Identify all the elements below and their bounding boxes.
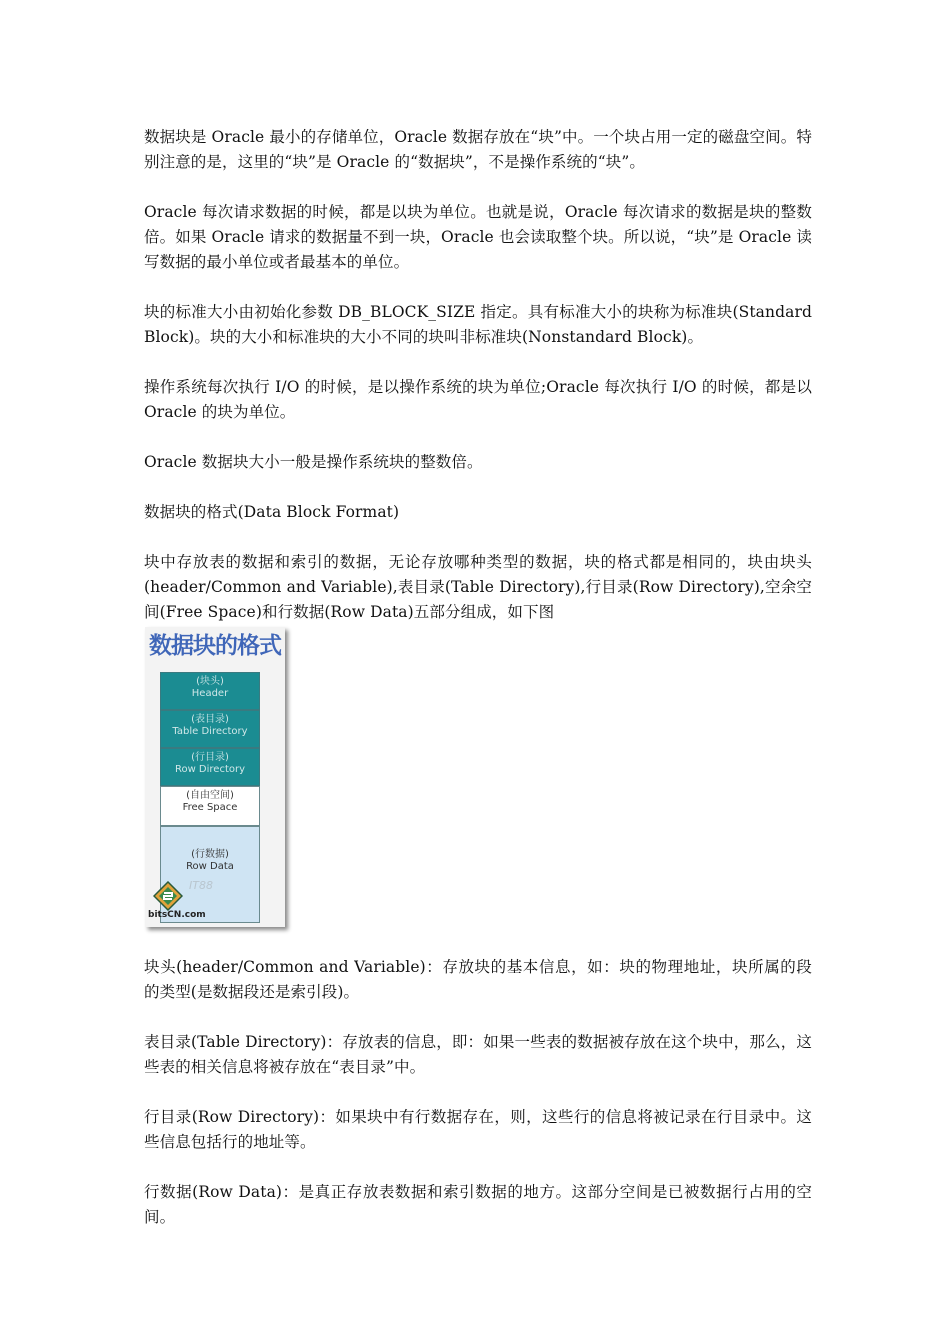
block-header xyxy=(160,672,260,710)
paragraph-table-directory: 表目录(Table Directory)：存放表的信息，即：如果一些表的数据被存放在这个块中，那么，这些表的相关信息将被存放在“表目录”中。 xyxy=(144,1033,812,1076)
block-row-data-en: Row Data xyxy=(186,861,234,872)
paragraph-io: 操作系统每次执行 I/O 的时候，是以操作系统的块为单位;Oracle 每次执行 I/O 的时候，都是以 Oracle 的块为单位。 xyxy=(144,378,812,421)
block-free-space-cn: (自由空间) xyxy=(186,790,234,801)
paragraph-intro: 数据块是 Oracle 最小的存储单位，Oracle 数据存放在“块”中。一个块占用一定的磁盘空间。特别注意的是，这里的“块”是 Oracle 的“数据块”，不是操作系统的“块”。 xyxy=(144,128,812,171)
paragraph-block-size: 块的标准大小由初始化参数 DB_BLOCK_SIZE 指定。具有标准大小的块称为标准块(Standard Block)。块的大小和标准块的大小不同的块叫非标准块(Nonstandard Block)。 xyxy=(144,303,812,346)
logo-text: bitsCN.com xyxy=(148,910,206,920)
block-free-space-en: Free Space xyxy=(182,802,238,813)
paragraph-format-heading: 数据块的格式(Data Block Format) xyxy=(144,503,400,521)
document-body xyxy=(144,125,812,1230)
block-row-directory-en: Row Directory xyxy=(174,764,246,775)
paragraph-header: 块头(header/Common and Variable)：存放块的基本信息，如：块的物理地址，块所属的段的类型(是数据段还是索引段)。 xyxy=(144,958,812,1001)
paragraph-format-desc: 块中存放表的数据和索引的数据，无论存放哪种类型的数据，块的格式都是相同的，块由块头(header/Common and Variable),表目录(Table Directory),行目录(Row Directory),空余空间(Free Space)和行数据(Row Data)五部分组成，如下图 xyxy=(144,553,812,621)
figure-title: 数据块的格式 xyxy=(149,633,281,659)
block-row-directory-cn: (行目录) xyxy=(191,752,229,763)
block-row-data-cn: (行数据) xyxy=(191,849,229,860)
paragraph-row-directory: 行目录(Row Directory)：如果块中有行数据存在，则，这些行的信息将被记录在行目录中。这些信息包括行的地址等。 xyxy=(144,1108,812,1151)
block-table-directory-en: Table Directory xyxy=(172,726,248,737)
block-header-en: Header xyxy=(191,688,229,699)
block-row-directory xyxy=(160,748,260,786)
paragraph-multiple: Oracle 数据块大小一般是操作系统块的整数倍。 xyxy=(144,453,483,471)
bitscn-logo-icon xyxy=(153,881,183,911)
block-table-directory xyxy=(160,710,260,748)
block-free-space xyxy=(160,786,260,826)
watermark-text: IT88 xyxy=(189,879,213,892)
paragraph-block-unit: Oracle 每次请求数据的时候，都是以块为单位。也就是说，Oracle 每次请求的数据是块的整数倍。如果 Oracle 请求的数据量不到一块，Oracle 也会读取整个块。所以说，“块”是 Oracle 读写数据的最小单位或者最基本的单位。 xyxy=(144,203,812,271)
block-table-directory-cn: (表目录) xyxy=(191,714,229,725)
block-format-figure xyxy=(145,627,285,927)
block-header-cn: (块头) xyxy=(196,676,224,687)
paragraph-row-data: 行数据(Row Data)：是真正存放表数据和索引数据的地方。这部分空间是已被数据行占用的空间。 xyxy=(144,1183,812,1226)
